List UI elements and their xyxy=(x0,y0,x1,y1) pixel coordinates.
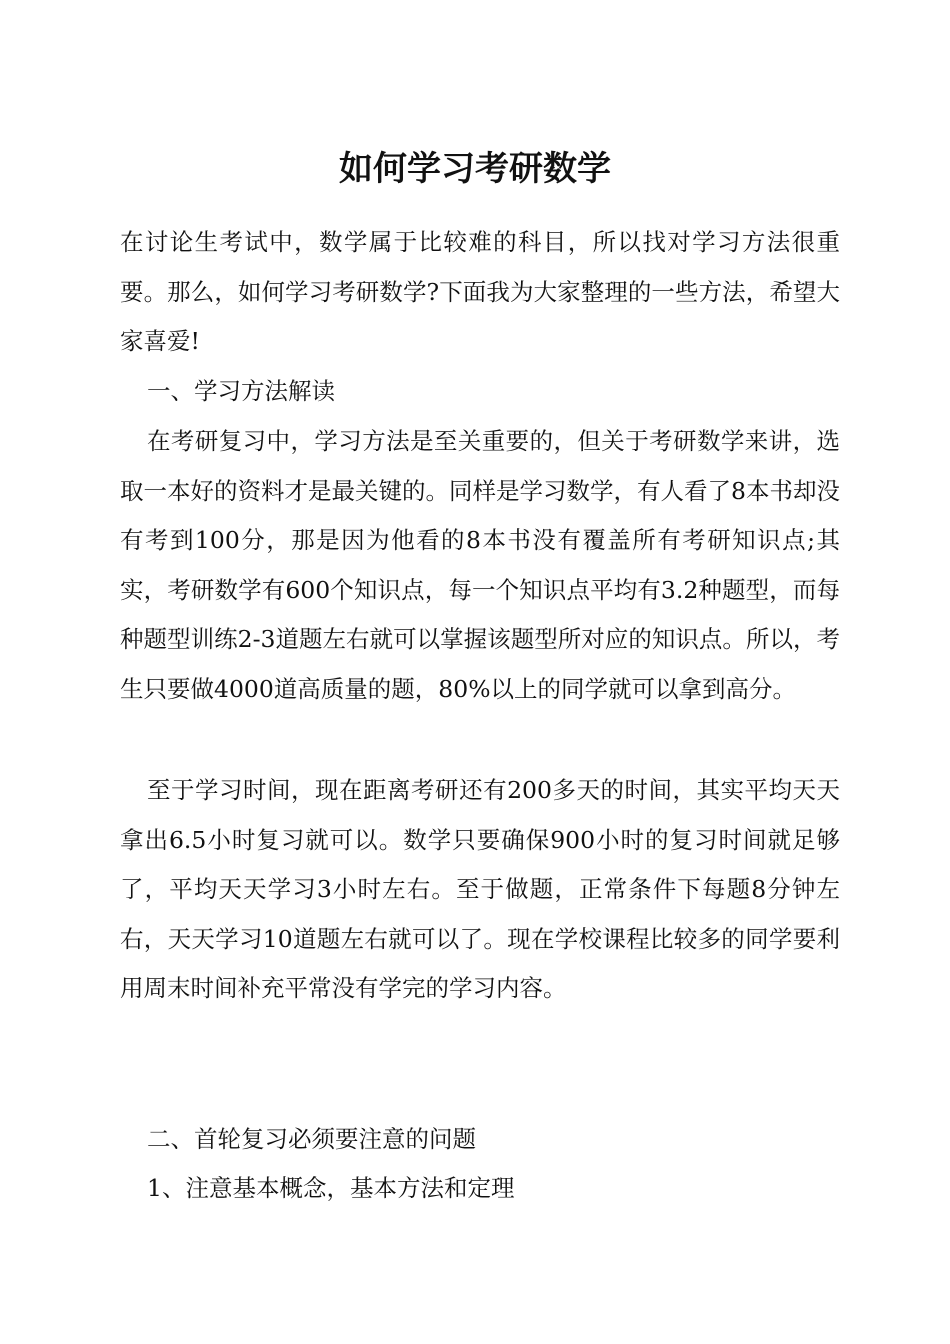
intro-paragraph: 在讨论生考试中，数学属于比较难的科目，所以找对学习方法很重要。那么，如何学习考研数学?下面我为大家整理的一些方法，希望大家喜爱! xyxy=(120,228,840,356)
section-2-item-1: 1、注意基本概念，基本方法和定理 xyxy=(147,1174,515,1202)
document-title: 如何学习考研数学 xyxy=(339,149,611,189)
section-1-heading: 一、学习方法解读 xyxy=(147,377,335,405)
section-1-paragraph-2: 至于学习时间，现在距离考研还有200多天的时间，其实平均天天拿出6.5小时复习就可以。数学只要确保900小时的复习时间就足够了，平均天天学习3小时左右。至于做题，正常条件下每题8分钟左右，天天学习10道题左右就可以了。现在学校课程比较多的同学要利用周末时间补充平常没有学完的学习内容。 xyxy=(120,776,840,1003)
section-1-paragraph-1: 在考研复习中，学习方法是至关重要的，但关于考研数学来讲，选取一本好的资料才是最关键的。同样是学习数学，有人看了8本书却没有考到100分，那是因为他看的8本书没有覆盖所有考研知识点;其实，考研数学有600个知识点，每一个知识点平均有3.2种题型，而每种题型训练2-3道题左右就可以掌握该题型所对应的知识点。所以，考生只要做4000道高质量的题，80%以上的同学就可以拿到高分。 xyxy=(120,427,840,703)
section-2-heading: 二、首轮复习必须要注意的问题 xyxy=(147,1125,476,1153)
